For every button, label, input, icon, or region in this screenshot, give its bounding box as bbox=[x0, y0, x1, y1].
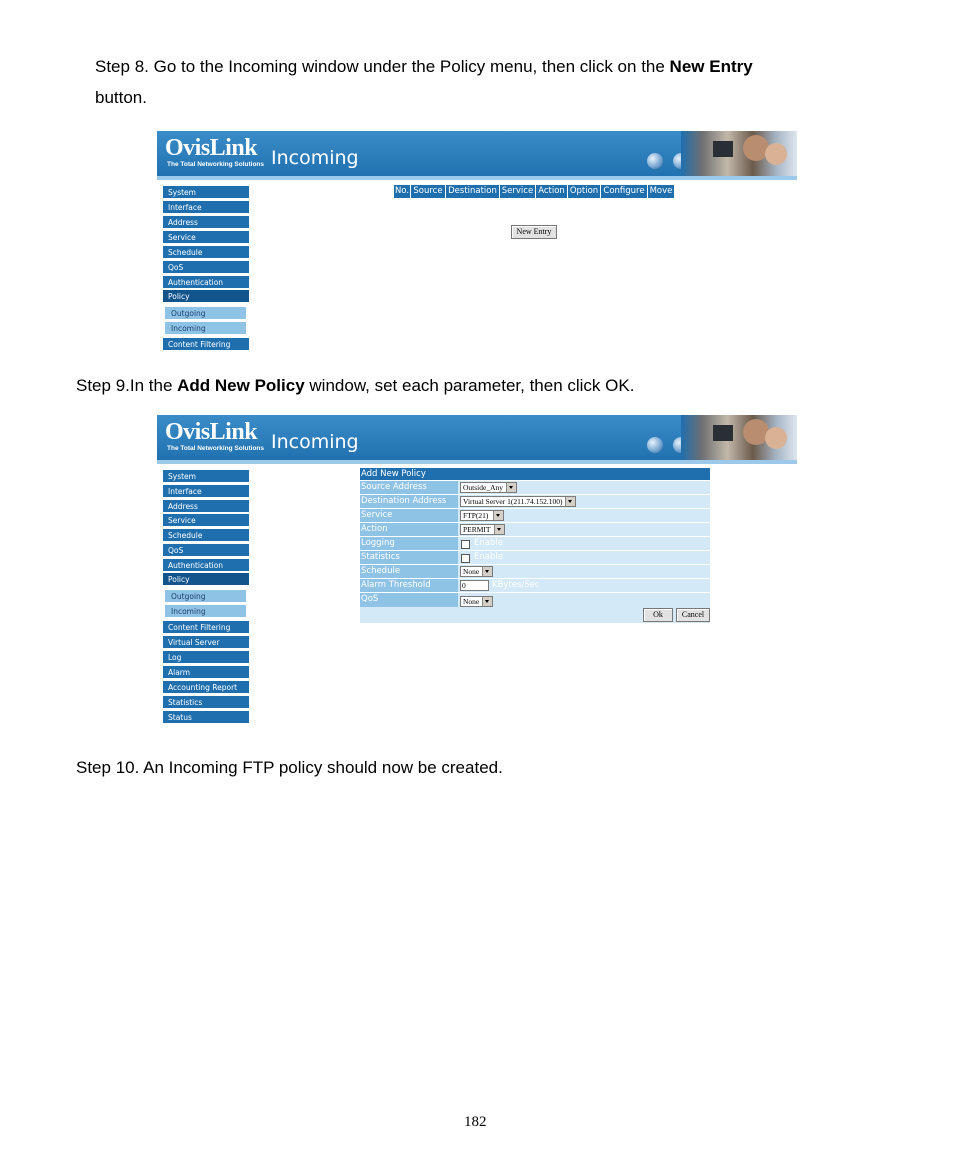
chevron-down-icon bbox=[482, 597, 492, 606]
logo-tagline: The Total Networking Solutions bbox=[167, 445, 265, 452]
menu-item-service[interactable]: Service bbox=[163, 231, 249, 244]
column-header-configure: Configure bbox=[601, 185, 647, 198]
destination-address-select[interactable] bbox=[460, 496, 576, 507]
qos-value: None bbox=[463, 597, 480, 606]
submenu-item-incoming[interactable]: Incoming bbox=[165, 605, 246, 618]
service-select[interactable] bbox=[460, 510, 504, 521]
menu-item-system[interactable]: System bbox=[163, 186, 249, 199]
chevron-down-icon bbox=[482, 567, 492, 576]
label-service: Service bbox=[360, 509, 458, 522]
banner-photo bbox=[681, 131, 797, 176]
logging-enable-text: Enable bbox=[474, 538, 503, 548]
column-header-service: Service bbox=[501, 186, 534, 196]
submenu-item-outgoing[interactable]: Outgoing bbox=[165, 307, 246, 320]
action-value: PERMIT bbox=[463, 525, 491, 534]
menu-item-qos[interactable]: QoS bbox=[163, 544, 249, 557]
menu-item-accounting-report[interactable]: Accounting Report bbox=[163, 681, 249, 694]
label-schedule: Schedule bbox=[360, 565, 458, 578]
screenshot-incoming-list bbox=[157, 131, 797, 356]
menu-item-interface[interactable]: Interface bbox=[163, 201, 249, 214]
menu-item-schedule[interactable]: Schedule bbox=[163, 246, 249, 259]
menu-item-status[interactable]: Status bbox=[163, 711, 249, 724]
schedule-value: None bbox=[463, 567, 480, 576]
label-logging: Logging bbox=[360, 537, 458, 550]
step-8-bold: New Entry bbox=[669, 57, 753, 76]
source-address-select[interactable] bbox=[460, 482, 517, 493]
column-header-destination: Destination bbox=[446, 185, 499, 198]
banner bbox=[157, 415, 797, 464]
banner bbox=[157, 131, 797, 180]
chevron-down-icon bbox=[493, 511, 503, 520]
row-qos bbox=[360, 593, 710, 608]
alarm-threshold-input[interactable]: 0 bbox=[460, 580, 489, 591]
menu-item-interface[interactable]: Interface bbox=[163, 485, 249, 498]
label-statistics: Statistics bbox=[360, 551, 458, 564]
menu-item-virtual-server[interactable]: Virtual Server bbox=[163, 636, 249, 649]
destination-address-value: Virtual Server 1(211.74.152.100) bbox=[463, 497, 563, 506]
menu-item-service[interactable]: Service bbox=[163, 514, 249, 527]
globe-icon bbox=[647, 437, 663, 453]
row-logging bbox=[360, 537, 710, 551]
menu-item-schedule[interactable]: Schedule bbox=[163, 529, 249, 542]
form-title: Add New Policy bbox=[360, 468, 710, 480]
menu-item-authentication[interactable]: Authentication bbox=[163, 276, 249, 289]
step-9-suffix: window, set each parameter, then click OK. bbox=[304, 376, 635, 395]
row-destination-address bbox=[360, 495, 710, 509]
ok-button[interactable]: Ok bbox=[643, 608, 673, 622]
chevron-down-icon bbox=[565, 497, 575, 506]
label-action: Action bbox=[360, 523, 458, 536]
row-statistics bbox=[360, 551, 710, 565]
row-alarm-threshold bbox=[360, 579, 710, 593]
menu-item-address[interactable]: Address bbox=[163, 216, 249, 229]
row-service bbox=[360, 509, 710, 523]
menu-item-authentication[interactable]: Authentication bbox=[163, 559, 249, 572]
logging-checkbox[interactable] bbox=[461, 540, 470, 549]
step-9-text bbox=[76, 370, 876, 401]
menu-item-address[interactable]: Address bbox=[163, 500, 249, 513]
column-header-no: No. bbox=[394, 186, 410, 196]
service-value: FTP(21) bbox=[463, 511, 489, 520]
step-8-suffix: button. bbox=[95, 88, 147, 107]
menu-item-content-filtering[interactable]: Content Filtering bbox=[163, 621, 249, 634]
alarm-threshold-unit: KBytes/Sec bbox=[492, 580, 540, 590]
submenu-item-incoming[interactable]: Incoming bbox=[165, 322, 246, 335]
step-9-bold: Add New Policy bbox=[177, 376, 305, 395]
banner-title: Incoming bbox=[271, 147, 359, 169]
menu-item-policy[interactable]: Policy bbox=[163, 290, 249, 303]
globe-icon bbox=[647, 153, 663, 169]
statistics-enable-text: Enable bbox=[474, 552, 503, 562]
step-8-text bbox=[95, 51, 865, 113]
statistics-checkbox[interactable] bbox=[461, 554, 470, 563]
row-schedule bbox=[360, 565, 710, 579]
menu-item-system[interactable]: System bbox=[163, 470, 249, 483]
screenshot-add-new-policy bbox=[157, 415, 797, 727]
action-select[interactable] bbox=[460, 524, 505, 535]
banner-photo bbox=[681, 415, 797, 460]
cancel-button[interactable]: Cancel bbox=[676, 608, 710, 622]
schedule-select[interactable] bbox=[460, 566, 493, 577]
row-source-address bbox=[360, 481, 710, 495]
menu-item-log[interactable]: Log bbox=[163, 651, 249, 664]
source-address-value: Outside_Any bbox=[463, 483, 503, 492]
label-alarm-threshold: Alarm Threshold bbox=[360, 579, 458, 592]
step-10-text: Step 10. An Incoming FTP policy should now be created. bbox=[76, 758, 503, 777]
submenu-item-outgoing[interactable]: Outgoing bbox=[165, 590, 246, 603]
form-footer bbox=[360, 607, 710, 623]
menu-item-qos[interactable]: QoS bbox=[163, 261, 249, 274]
column-header-action: Action bbox=[536, 185, 567, 198]
label-destination-address: Destination Address bbox=[360, 495, 458, 508]
column-header-source: Source bbox=[411, 185, 445, 198]
label-qos: QoS bbox=[360, 593, 458, 607]
chevron-down-icon bbox=[506, 483, 516, 492]
qos-select[interactable] bbox=[460, 596, 493, 607]
menu-item-statistics[interactable]: Statistics bbox=[163, 696, 249, 709]
banner-title: Incoming bbox=[271, 431, 359, 453]
logo-tagline: The Total Networking Solutions bbox=[167, 161, 265, 168]
label-source-address: Source Address bbox=[360, 481, 458, 494]
menu-item-policy[interactable]: Policy bbox=[163, 573, 249, 586]
row-action bbox=[360, 523, 710, 537]
chevron-down-icon bbox=[494, 525, 504, 534]
column-header-option: Option bbox=[569, 186, 599, 196]
page-number: 182 bbox=[464, 1114, 487, 1130]
column-header-move: Move bbox=[649, 186, 673, 196]
new-entry-button[interactable]: New Entry bbox=[511, 225, 557, 239]
step-8-prefix: Step 8. Go to the Incoming window under the Policy menu, then click on the bbox=[95, 57, 670, 76]
menu-item-content-filtering[interactable]: Content Filtering bbox=[163, 338, 249, 351]
step-9-prefix: Step 9.In the bbox=[76, 376, 178, 395]
ovislink-logo: OvisLink bbox=[165, 135, 258, 161]
ovislink-logo: OvisLink bbox=[165, 419, 258, 445]
menu-item-alarm[interactable]: Alarm bbox=[163, 666, 249, 679]
